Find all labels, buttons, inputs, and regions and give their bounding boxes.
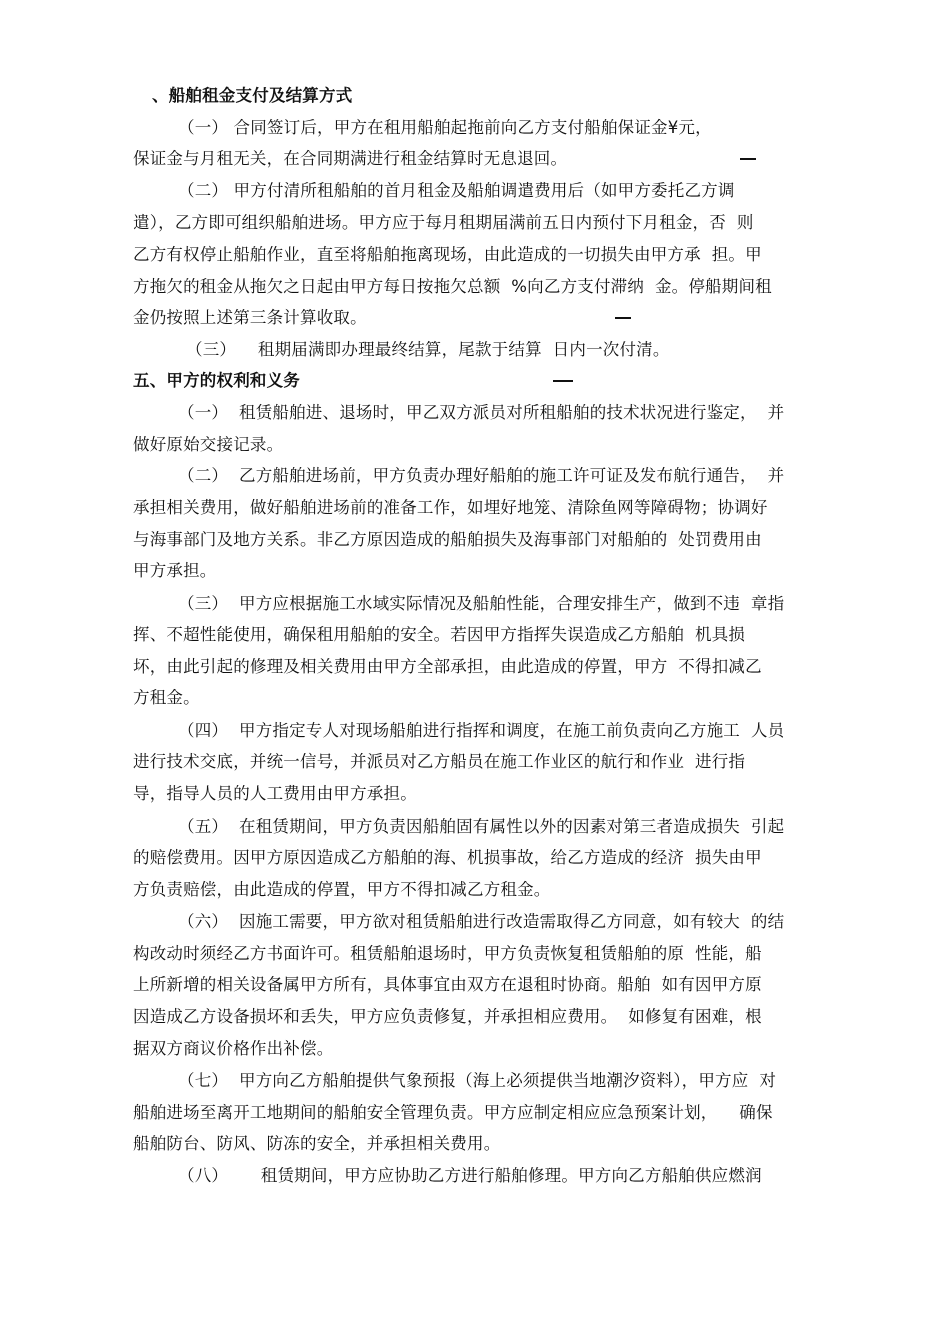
section-5-item-1-line-1: （一） 租赁船舶进、退场时，甲乙双方派员对所租船舶的技术状况进行鉴定， 并 xyxy=(178,403,785,422)
section-5-item-4-line-3: 导，指导人员的人工费用由甲方承担。 xyxy=(133,784,417,803)
section-5-item-1-line-2: 做好原始交接记录。 xyxy=(133,435,284,454)
section-5-item-2-line-3: 与海事部门及地方关系。非乙方原因造成的船舶损失及海事部门对船舶的 处罚费用由 xyxy=(133,530,762,549)
section-5-item-6-line-2: 构改动时须经乙方书面许可。租赁船舶退场时，甲方负责恢复租赁船舶的原 性能，船 xyxy=(133,944,762,963)
section-5-item-5-line-3: 方负责赔偿，由此造成的停置，甲方不得扣减乙方租金。 xyxy=(133,880,551,899)
section-4-item-1-line-1: （一） 合同签订后，甲方在租用船舶起拖前向乙方支付船舶保证金¥元， xyxy=(178,118,712,137)
section-5-item-3-line-2: 挥、不超性能使用，确保租用船舶的安全。若因甲方指挥失误造成乙方船舶 机具损 xyxy=(133,625,746,644)
section-5-item-3-line-3: 坏，由此引起的修理及相关费用由甲方全部承担，由此造成的停置，甲方 不得扣减乙 xyxy=(133,657,762,676)
section-5-item-5-line-1: （五） 在租赁期间，甲方负责因船舶固有属性以外的因素对第三者造成损失 引起 xyxy=(178,817,785,836)
section-5-item-3-line-1: （三） 甲方应根据施工水域实际情况及船舶性能，合理安排生产，做到不违 章指 xyxy=(178,594,785,613)
section-4-heading: 、船舶租金支付及结算方式 xyxy=(152,86,353,105)
section-5-item-4-line-1: （四） 甲方指定专人对现场船舶进行指挥和调度，在施工前负责向乙方施工 人员 xyxy=(178,721,785,740)
section-4-item-3-line-1: （三） 租期届满即办理最终结算，尾款于结算 日内一次付清。 xyxy=(186,340,670,359)
section-4-item-2-line-2: 遣），乙方即可组织船舶进场。甲方应于每月租期届满前五日内预付下月租金，否 则 xyxy=(133,213,754,232)
section-5-item-5-line-2: 的赔偿费用。因甲方原因造成乙方船舶的海、机损事故，给乙方造成的经济 损失由甲 xyxy=(133,848,762,867)
blank-dash xyxy=(615,317,631,319)
section-4-item-2-line-5: 金仍按照上述第三条计算收取。 xyxy=(133,308,367,327)
section-4-item-2-line-1: （二） 甲方付清所租船舶的首月租金及船舶调遣费用后（如甲方委托乙方调 xyxy=(178,181,735,200)
blank-dash xyxy=(553,380,573,382)
section-5-item-7-line-3: 船舶防台、防风、防冻的安全，并承担相关费用。 xyxy=(133,1134,501,1153)
section-5-item-6-line-1: （六） 因施工需要，甲方欲对租赁船舶进行改造需取得乙方同意，如有较大 的结 xyxy=(178,912,785,931)
section-5-item-6-line-3: 上所新增的相关设备属甲方所有，具体事宜由双方在退租时协商。船舶 如有因甲方原 xyxy=(133,975,762,994)
section-4-item-2-line-4: 方拖欠的租金从拖欠之日起由甲方每日按拖欠总额 %向乙方支付滞纳 金。停船期间租 xyxy=(133,277,772,296)
section-5-item-3-line-4: 方租金。 xyxy=(133,688,200,707)
section-5-item-7-line-2: 船舶进场至离开工地期间的船舶安全管理负责。甲方应制定相应应急预案计划， 确保 xyxy=(133,1103,773,1122)
section-5-heading: 五、甲方的权利和义务 xyxy=(133,371,300,390)
section-5-item-4-line-2: 进行技术交底，并统一信号，并派员对乙方船员在施工作业区的航行和作业 进行指 xyxy=(133,752,746,771)
section-5-item-7-line-1: （七） 甲方向乙方船舶提供气象预报（海上必须提供当地潮汐资料），甲方应 对 xyxy=(178,1071,777,1090)
section-5-item-6-line-4: 因造成乙方设备损坏和丢失，甲方应负责修复，并承担相应费用。 如修复有困难，根 xyxy=(133,1007,762,1026)
section-4-item-1-line-2: 保证金与月租无关，在合同期满进行租金结算时无息退回。 xyxy=(133,149,568,168)
section-5-item-6-line-5: 据双方商议价格作出补偿。 xyxy=(133,1039,334,1058)
section-4-item-2-line-3: 乙方有权停止船舶作业，直至将船舶拖离现场，由此造成的一切损失由甲方承 担。甲 xyxy=(133,245,762,264)
section-5-item-8-line-1: （八） 租赁期间，甲方应协助乙方进行船舶修理。甲方向乙方船舶供应燃润 xyxy=(178,1166,762,1185)
section-5-item-2-line-2: 承担相关费用，做好船舶进场前的准备工作，如埋好地笼、清除鱼网等障碍物；协调好 xyxy=(133,498,768,517)
section-5-item-2-line-4: 甲方承担。 xyxy=(133,561,217,580)
section-5-item-2-line-1: （二） 乙方船舶进场前，甲方负责办理好船舶的施工许可证及发布航行通告， 并 xyxy=(178,466,785,485)
blank-dash xyxy=(740,158,756,160)
